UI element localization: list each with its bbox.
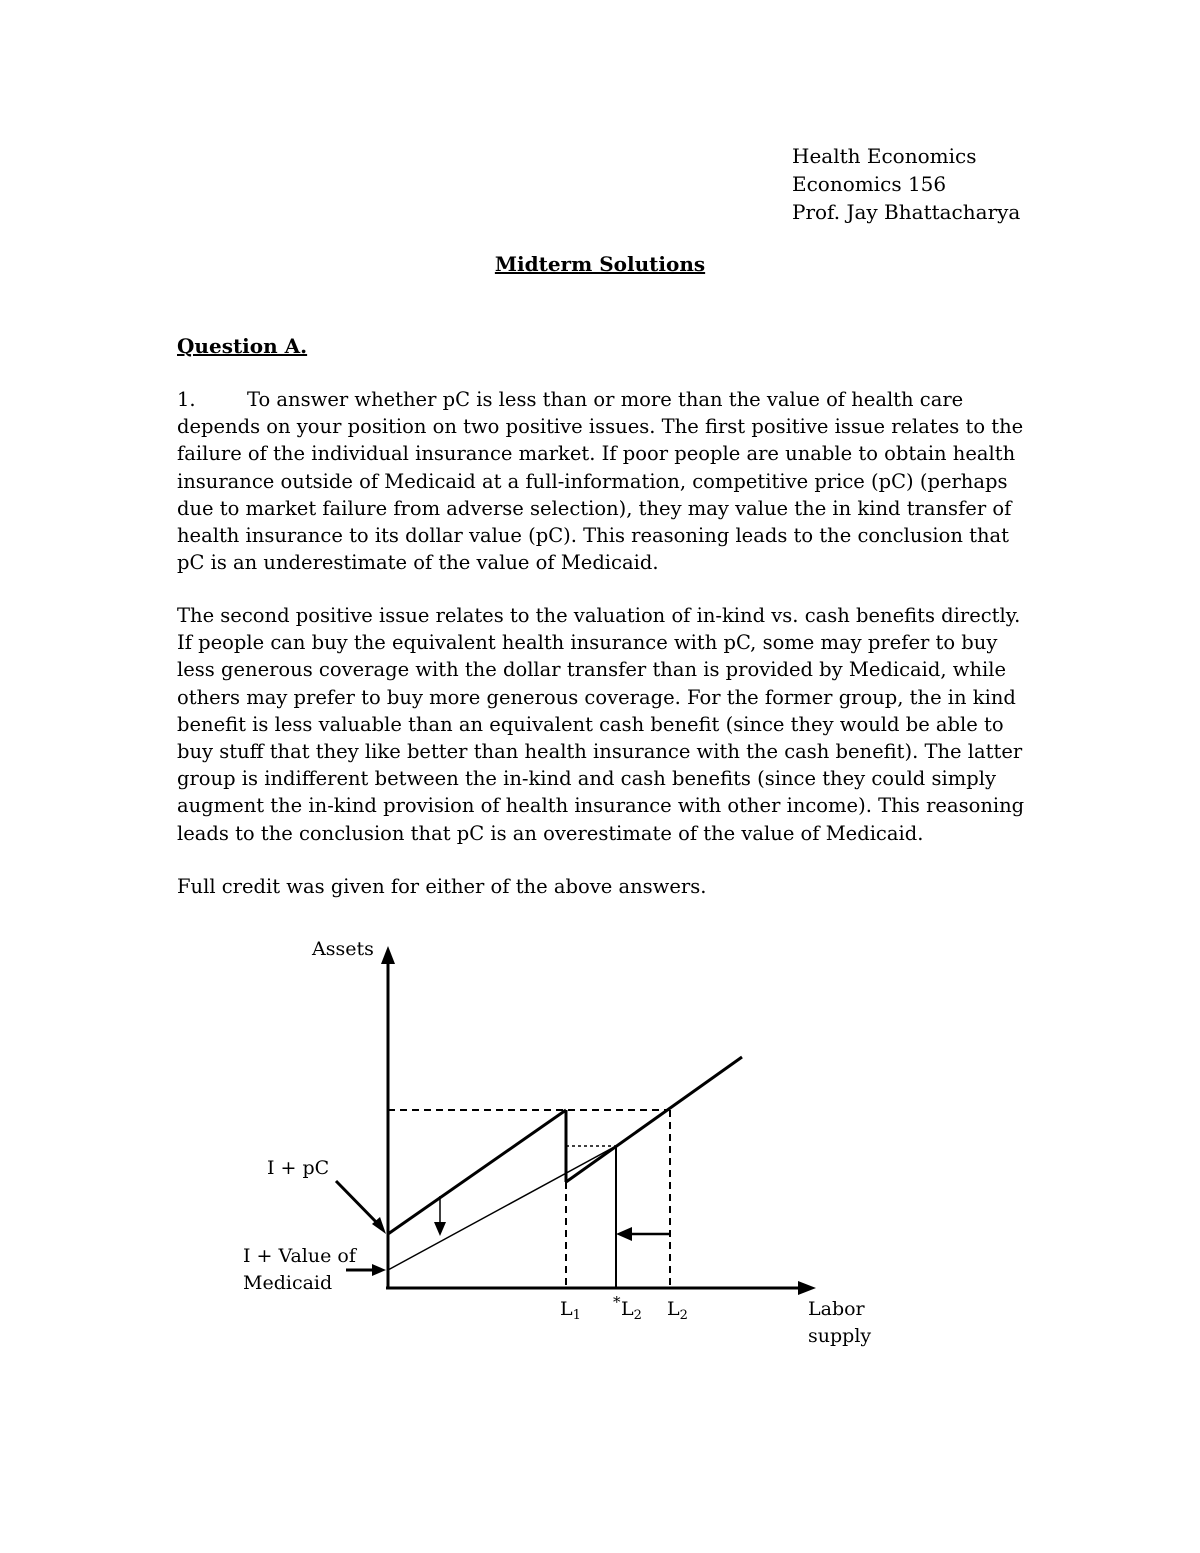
x-axis-label-line2: supply [808, 1325, 872, 1347]
ipc-label: I + pC [267, 1157, 330, 1179]
tick-label-l2-star [621, 1298, 642, 1323]
x-axis-arrowhead [798, 1281, 816, 1295]
course-number: Economics 156 [792, 172, 947, 196]
budget-line-upper [566, 1057, 742, 1182]
tick-l2star-letter: L [621, 1298, 634, 1320]
tick-label-l2 [667, 1298, 688, 1323]
budget-line-pc [388, 1110, 566, 1234]
medicaid-label-line2: Medicaid [243, 1272, 333, 1294]
course-name: Health Economics [792, 144, 977, 168]
tick-label-l1 [560, 1298, 581, 1323]
tick-l2-letter: L [667, 1298, 680, 1320]
question-heading: Question A. [177, 334, 308, 358]
y-axis-label: Assets [312, 938, 374, 960]
x-axis-label-line1: Labor [808, 1298, 865, 1320]
budget-line-medicaid [388, 1146, 616, 1270]
paragraph-1-text: To answer whether pC is less than or more than the value of health care depends on your position on two positive issues. The first positive issue relates to the failure of the individual insurance market. If poor people are unable to obtain health insurance outside of Medicaid at a full-information, competitive price (pC) (perhaps due to market failure from adverse selection), they may value the in kind transfer of health insurance to its dollar value (pC). This reasoning leads to the conclusion that pC is an underestimate of the value of Medicaid. [177, 388, 1024, 575]
y-axis-arrowhead [381, 946, 395, 964]
labor-shift-arrowhead [616, 1227, 632, 1241]
paragraph-2: The second positive issue relates to the valuation of in-kind vs. cash benefits directly. If people can buy the equivalent health insurance with pC, some may prefer to buy less generous coverage with the dollar transfer than is provided by Medicaid, while others may prefer to buy more generous coverage. For the former group, the in kind benefit is less valuable than an equivalent cash benefit (since they would be able to buy stuff that they like better than health insurance with the cash benefit). The latter group is indifferent between the in-kind and cash benefits (since they could simply augment the in-kind provision of health insurance with other income). This reasoning leads to the conclusion that pC is an overestimate of the value of Medicaid. [177, 604, 1025, 845]
tick-l1-letter: L [560, 1298, 573, 1320]
page-title: Midterm Solutions [494, 252, 706, 276]
paragraph-3: Full credit was given for either of the above answers. [177, 875, 707, 898]
tick-l2-subscript: 2 [679, 1308, 688, 1323]
medicaid-pointer-arrowhead [372, 1264, 386, 1276]
tick-star: * [613, 1293, 621, 1311]
tick-l2star-subscript: 2 [633, 1308, 642, 1323]
tick-l1-subscript: 1 [572, 1308, 581, 1323]
shift-down-arrowhead [434, 1222, 446, 1236]
medicaid-label-line1: I + Value of [243, 1245, 356, 1267]
professor-name: Prof. Jay Bhattacharya [792, 200, 1021, 224]
ipc-pointer-arrow [336, 1181, 380, 1226]
paragraph-number: 1. [177, 388, 196, 411]
